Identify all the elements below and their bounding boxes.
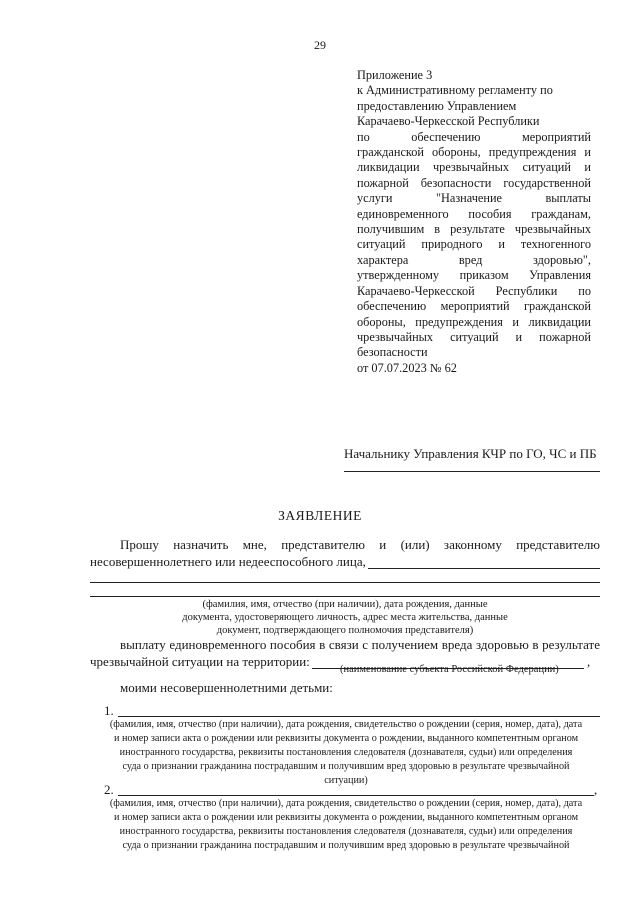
caption-line: и номер записи акта о рождении или реквизиты документа о рождении, выданного компетентным органом [113, 733, 579, 744]
child-trailing-comma: , [594, 782, 598, 797]
appendix-line: единовременного пособия гражданам, [357, 206, 591, 221]
caption-line: документ, подтверждающего полномочия представителя) [216, 625, 474, 636]
request-line-1: Прошу назначить мне, представителю и (или) законному представителю [120, 537, 600, 552]
child-caption [88, 797, 604, 853]
payment-line-1: выплату единовременного пособия в связи с получением вреда здоровью в результате [120, 637, 600, 652]
subject-comma: , [587, 654, 591, 669]
appendix-line: безопасности [357, 345, 428, 360]
child-number: 2. [104, 782, 114, 797]
applicant-field-line [90, 582, 600, 583]
appendix-line: по обеспечению мероприятий [357, 129, 591, 144]
child-caption [88, 718, 604, 788]
caption-line: (фамилия, имя, отчество (при наличии), дата рождения, свидетельство о рождении (серия, номер, дата), дата [109, 719, 583, 730]
child-field-line [118, 716, 600, 717]
caption-line: суда о признании гражданина пострадавшим и получившим вред здоровью в результате чрезвычайной [122, 761, 570, 772]
appendix-line: Приложение 3 [357, 68, 433, 82]
caption-line: ситуации) [324, 775, 368, 786]
appendix-line: пожарной безопасности государственной [357, 175, 591, 190]
appendix-line: получившим в результате чрезвычайных [357, 222, 591, 237]
appendix-line: обеспечению мероприятий гражданской [357, 299, 591, 314]
applicant-field-line [368, 568, 600, 569]
appendix-line: чрезвычайных ситуаций и пожарной [357, 329, 591, 344]
appendix-line: утвержденному приказом Управления [357, 268, 591, 283]
appendix-line: характера вред здоровью", [357, 252, 591, 267]
payment-line-2: чрезвычайной ситуации на территории: [90, 654, 310, 669]
appendix-line: услуги "Назначение выплаты [357, 191, 591, 206]
addressee: Начальнику Управления КЧР по ГО, ЧС и ПБ [344, 446, 597, 461]
caption-line: суда о признании гражданина пострадавшим и получившим вред здоровью в результате чрезвычайной [122, 840, 570, 851]
caption-line: иностранного государства, реквизиты постановления следователя (дознавателя, судьи) или определения [119, 826, 573, 837]
caption-line: иностранного государства, реквизиты постановления следователя (дознавателя, судьи) или определения [119, 747, 573, 758]
subject-caption: (наименование субъекта Российской Федерации) [340, 664, 559, 675]
appendix-line: от 07.07.2023 № 62 [357, 360, 457, 375]
appendix-line: Карачаево-Черкесской Республики по [357, 283, 591, 298]
appendix-line: обороны, предупреждения и ликвидации [357, 314, 591, 329]
appendix-line: Карачаево-Черкесской Республики [357, 114, 540, 129]
appendix-line: ликвидации чрезвычайных ситуаций и [357, 160, 591, 175]
applicant-caption [90, 598, 600, 637]
caption-line: документа, удостоверяющего личность, адрес места жительства, данные [182, 612, 508, 623]
child-number: 1. [104, 703, 114, 718]
appendix-line: предоставлению Управлением [357, 98, 517, 113]
caption-line: и номер записи акта о рождении или реквизиты документа о рождении, выданного компетентным органом [113, 812, 579, 823]
document-title: ЗАЯВЛЕНИЕ [278, 508, 362, 523]
caption-line: (фамилия, имя, отчество (при наличии), дата рождения, данные [202, 599, 488, 610]
appendix-header [357, 68, 591, 376]
page-number: 29 [314, 38, 326, 52]
appendix-line: ситуаций природного и техногенного [357, 237, 591, 252]
appendix-line: гражданской обороны, предупреждения и [357, 145, 591, 160]
child-field-line [118, 795, 594, 796]
applicant-field-line [90, 596, 600, 597]
request-line-2: несовершеннолетнего или недееспособного лица, [90, 554, 366, 569]
caption-line: (фамилия, имя, отчество (при наличии), дата рождения, свидетельство о рождении (серия, номер, дата), дата [109, 798, 583, 809]
appendix-line: к Административному регламенту по [357, 83, 553, 98]
addressee-underline [344, 471, 600, 472]
children-label: моими несовершеннолетними детьми: [120, 680, 333, 695]
